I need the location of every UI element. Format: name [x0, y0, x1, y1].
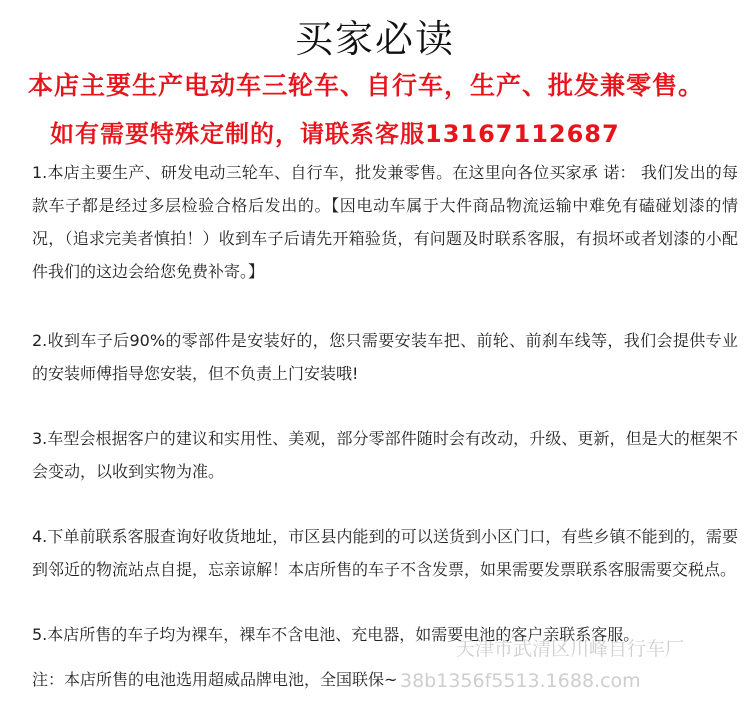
- watermark-shop-name: 天津市武清区川峰自行车厂: [456, 638, 685, 660]
- notice-paragraph-2: 2.收到车子后90%的零部件是安装好的，您只需要安装车把、前轮、前刹车线等，我们会提供专业的安装师傅指导您安装，但不负责上门安装哦!: [32, 331, 738, 383]
- custom-order-contact-notice: 如有需要特殊定制的，请联系客服13167112687: [50, 120, 620, 148]
- page-title: 买家必读: [294, 17, 455, 61]
- battery-note: 注：本店所售的电池选用超威品牌电池，全国联保~: [32, 670, 398, 689]
- notice-paragraph-3: 3.车型会根据客户的建议和实用性、美观，部分零部件随时会有改动，升级、更新，但是大的框架不会变动，以收到实物为准。: [32, 429, 738, 481]
- notice-paragraph-4: 4.下单前联系客服查询好收货地址，市区县内能到的可以送货到小区门口，有些乡镇不能到的，需要到邻近的物流站点自提，忘亲谅解！本店所售的车子不含发票，如果需要发票联系客服需要交税点。: [32, 527, 738, 579]
- notice-paragraph-1: 1.本店主要生产、研发电动三轮车、自行车，批发兼零售。在这里向各位买家承 诺： 我们发出的每款车子都是经过多层检验合格后发出的。【因电动车属于大件商品物流运输中难免有磕碰划漆的情况，（追求完美者慎拍！）收到车子后请先开箱验货，有问题及时联系客服，有损坏或者划漆的小配件我们的这边会给您免费补寄。】: [32, 163, 738, 281]
- business-scope-notice: 本店主要生产电动车三轮车、自行车，生产、批发兼零售。: [28, 71, 705, 100]
- watermark-shop-url: 38b1356f5513.1688.com: [400, 670, 641, 692]
- notice-paragraph-5: 5.本店所售的车子均为裸车，裸车不含电池、充电器，如需要电池的客户亲联系客服。: [32, 625, 640, 644]
